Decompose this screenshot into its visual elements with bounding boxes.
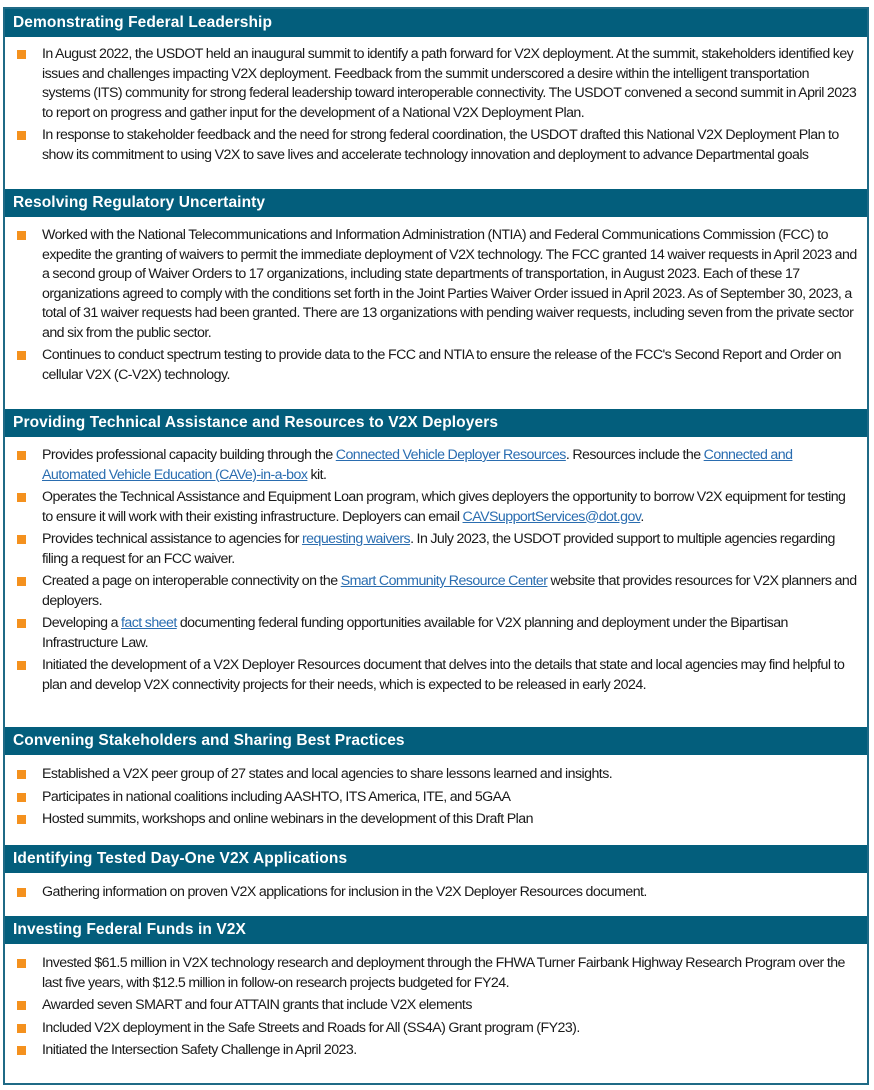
section-body-federal-leadership xyxy=(5,45,867,168)
list-item: Awarded seven SMART and four ATTAIN grants that include V2X elements xyxy=(5,996,867,1016)
section-header-regulatory-uncertainty: Resolving Regulatory Uncertainty xyxy=(5,189,867,217)
section-header-convening-stakeholders: Convening Stakeholders and Sharing Best Practices xyxy=(5,727,867,755)
bullet-square-icon xyxy=(17,131,26,140)
link-requesting-waivers[interactable]: requesting waivers xyxy=(301,531,411,547)
link-connected-vehicle-deployer-resources[interactable]: Connected Vehicle Deployer Resources xyxy=(335,447,566,463)
link-fact-sheet[interactable]: fact sheet xyxy=(121,615,177,631)
bullet-square-icon xyxy=(17,535,26,544)
link-cave-in-a-box[interactable]: Connected and Automated Vehicle Education (CAVe)-in-a-box xyxy=(42,447,793,483)
bullet-square-icon xyxy=(17,888,26,897)
section-header-investing-federal-funds: Investing Federal Funds in V2X xyxy=(5,916,867,944)
link-smart-community-resource-center[interactable]: Smart Community Resource Center xyxy=(340,573,548,589)
list-item: Initiated the development of a V2X Deployer Resources document that delves into the details that state and local agencies may find helpful to plan and develop V2X connectivity projects for their needs, which is expected to be released in early 2024. xyxy=(5,656,867,695)
section-body-day-one-applications xyxy=(5,883,867,906)
list-item: Worked with the National Telecommunications and Information Administration (NTIA) and Federal Communications Commission (FCC) to expedite the granting of waivers to permit the immediate deployment of V2X technology. The FCC granted 14 waiver requests in April 2023 and a second group of Waiver Orders to 17 organizations, including state departments of transportation, in August 2023. Each of these 17 organizations agreed to comply with the conditions set forth in the Joint Parties Waiver Order issued in April 2023. As of September 30, 2023, a total of 31 waiver requests had been granted. There are 13 organizations with pending waiver requests, including seven from the private sector and six from the public sector. xyxy=(5,226,867,343)
section-body-investing-federal-funds xyxy=(5,954,867,1064)
bullet-square-icon xyxy=(17,815,26,824)
list-item: Provides technical assistance to agencies for requesting waivers. In July 2023, the USDOT provided support to multiple agencies regarding filing a request for an FCC waiver. xyxy=(5,530,867,569)
section-header-day-one-applications: Identifying Tested Day-One V2X Applications xyxy=(5,845,867,873)
list-item: Established a V2X peer group of 27 states and local agencies to share lessons learned and insights. xyxy=(5,765,867,785)
list-item: In August 2022, the USDOT held an inaugural summit to identify a path forward for V2X deployment. At the summit, stakeholders identified key issues and challenges impacting V2X deployment. Feedback from the summit underscored a desire within the intelligent transportation systems (ITS) community for strong federal leadership toward interoperable connectivity. The USDOT convened a second summit in April 2023 to report on progress and gather input for the development of a National V2X Deployment Plan. xyxy=(5,45,867,123)
section-body-technical-assistance xyxy=(5,446,867,698)
bullet-square-icon xyxy=(17,661,26,670)
section-body-regulatory-uncertainty xyxy=(5,226,867,388)
bullet-square-icon xyxy=(17,351,26,360)
list-item: Provides professional capacity building through the Connected Vehicle Deployer Resources. Resources include the Connected and Automated Vehicle Education (CAVe)-in-a-box kit. xyxy=(5,446,867,485)
list-item: Included V2X deployment in the Safe Streets and Roads for All (SS4A) Grant program (FY23). xyxy=(5,1019,867,1039)
list-item: Initiated the Intersection Safety Challenge in April 2023. xyxy=(5,1041,867,1061)
list-item: Operates the Technical Assistance and Equipment Loan program, which gives deployers the opportunity to borrow V2X equipment for testing to ensure it will work with their existing infrastructure. Deployers can email CAVSupportServices@dot.gov. xyxy=(5,488,867,527)
list-item: Hosted summits, workshops and online webinars in the development of this Draft Plan xyxy=(5,810,867,830)
list-item: Invested $61.5 million in V2X technology research and deployment through the FHWA Turner Fairbank Highway Research Program over the last five years, with $12.5 million in follow-on research projects budgeted for FY24. xyxy=(5,954,867,993)
section-header-technical-assistance: Providing Technical Assistance and Resources to V2X Deployers xyxy=(5,409,867,437)
bullet-square-icon xyxy=(17,493,26,502)
bullet-square-icon xyxy=(17,231,26,240)
bullet-square-icon xyxy=(17,1046,26,1055)
content-frame xyxy=(3,7,869,1085)
bullet-square-icon xyxy=(17,959,26,968)
link-email-cav-support[interactable]: CAVSupportServices@dot.gov xyxy=(462,508,641,525)
bullet-square-icon xyxy=(17,451,26,460)
bullet-square-icon xyxy=(17,577,26,586)
list-item: Created a page on interoperable connectivity on the Smart Community Resource Center website that provides resources for V2X planners and deployers. xyxy=(5,572,867,611)
bullet-square-icon xyxy=(17,1001,26,1010)
bullet-square-icon xyxy=(17,50,26,59)
bullet-square-icon xyxy=(17,770,26,779)
bullet-square-icon xyxy=(17,793,26,802)
bullet-square-icon xyxy=(17,1024,26,1033)
bullet-square-icon xyxy=(17,619,26,628)
section-header-federal-leadership: Demonstrating Federal Leadership xyxy=(5,9,867,37)
list-item: Continues to conduct spectrum testing to provide data to the FCC and NTIA to ensure the release of the FCC's Second Report and Order on cellular V2X (C-V2X) technology. xyxy=(5,346,867,385)
list-item: In response to stakeholder feedback and the need for strong federal coordination, the USDOT drafted this National V2X Deployment Plan to show its commitment to using V2X to save lives and accelerate technology innovation and deployment to advance Departmental goals xyxy=(5,126,867,165)
section-body-convening-stakeholders xyxy=(5,765,867,833)
list-item: Participates in national coalitions including AASHTO, ITS America, ITE, and 5GAA xyxy=(5,788,867,808)
list-item: Gathering information on proven V2X applications for inclusion in the V2X Deployer Resources document. xyxy=(5,883,867,903)
list-item: Developing a fact sheet documenting federal funding opportunities available for V2X planning and deployment under the Bipartisan Infrastructure Law. xyxy=(5,614,867,653)
